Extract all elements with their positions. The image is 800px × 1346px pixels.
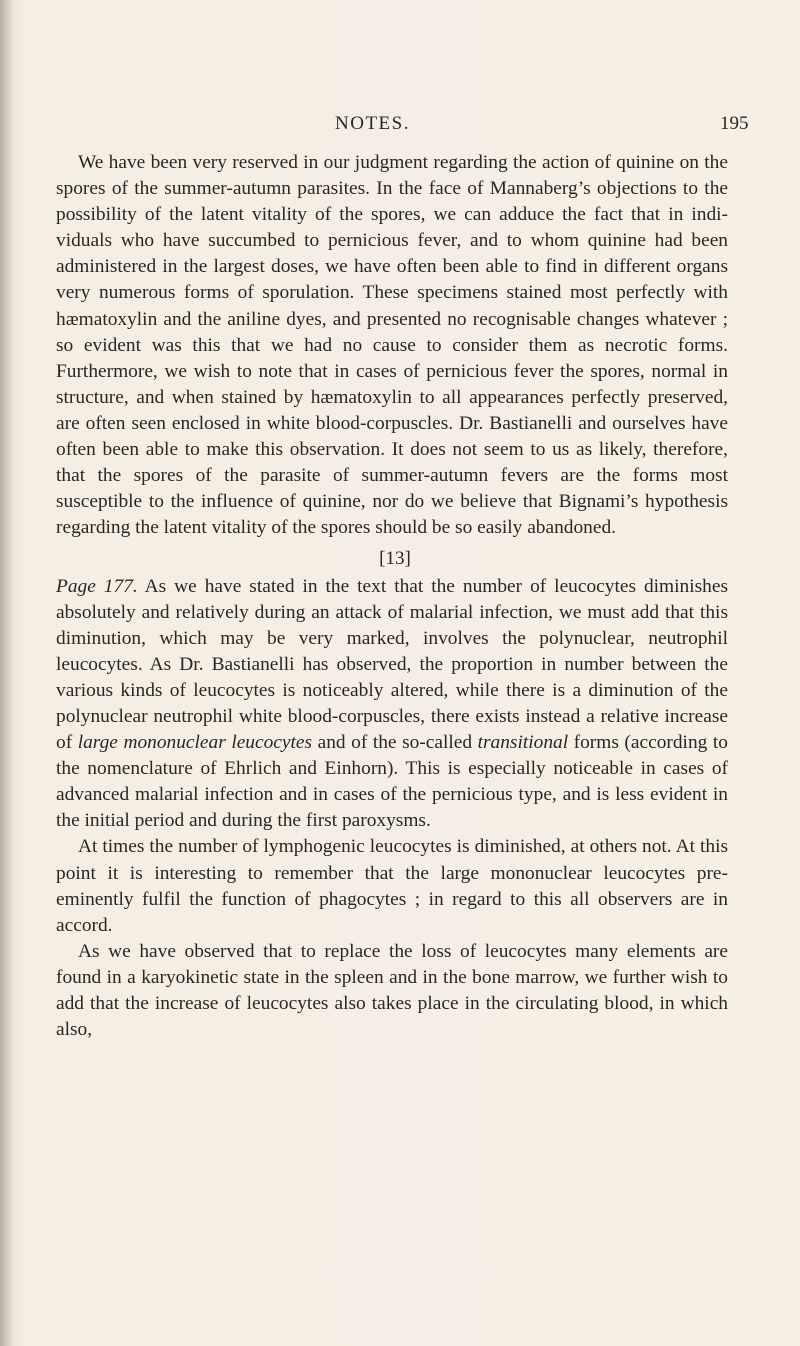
paragraph-quinine-spores: We have been very reserved in our judgment regarding the action of quinine on the spores of the summer-autumn parasites. In the face of Mannaberg’s objections to the possibility of the latent vitality of the spores, we can adduce the fact that in individuals who have succumbed to pernicious fever, and to whom quinine had been administered in the largest doses, we have often been able to find in different organs very numerous forms of sporulation. These specimens stained most perfectly with hæmatoxylin and the aniline dyes, and presented no recognisable changes whatever ; so evident was this that we had no cause to consider them as necrotic forms. Furthermore, we wish to note that in cases of pernicious fever the spores, normal in structure, and when stained by hæmatoxylin to all appearances perfectly preserved, are often seen enclosed in white blood-corpuscles. Dr. Bastianelli and ourselves have often been able to make this observation. It does not seem to us as likely, therefore, that the spores of the parasite of summer-autumn fevers are the forms most susceptible to the influence of quinine, nor do we believe that Bignami’s hypothesis regarding the latent vitality of the spores should be so easily abandoned. (56, 152, 728, 539)
italic-term-large-mononuclear: large mononuclear leucocytes (77, 732, 313, 754)
binding-gutter-shadow (0, 0, 14, 1346)
page-number: 195 (720, 113, 749, 134)
running-head (0, 113, 800, 143)
paragraph-leucocytes (56, 574, 728, 835)
paragraph-leucocytes-text-3: forms (according to the nomenclature of Ehrlich and Einhorn). This is especially noticeable in cases of advanced malarial infection and in cases of the pernicious type, and is less evident in the initial period and during the first paroxysms. (56, 732, 728, 832)
running-head-title: NOTES. (335, 113, 410, 134)
paragraph-lymphogenic: At times the number of lymphogenic leucocytes is diminished, at others not. At this point it is interesting to remember that the large mononuclear leucocytes pre-eminently fulfil the function of phagocytes ; in regard to this all observers are in accord. (56, 836, 728, 936)
paragraph-leucocytes-text-1: As we have stated in the text that the number of leucocytes diminishes absolutely and relatively during an attack of malarial infection, we must add that this diminution, which may be very marked, involves the polynuclear, neutrophil leucocytes. As Dr. Bastianelli has observed, the proportion in number between the various kinds of leucocytes is noticeably altered, while there is a diminution of the polynuclear neutrophil white blood-corpuscles, there exists instead a relative increase of (56, 575, 729, 754)
body-text (56, 150, 728, 1043)
note-number: [13] (379, 548, 411, 570)
paragraph-leucocytes-text-2: and of the so-called (312, 732, 478, 754)
paragraph-karyokinetic: As we have observed that to replace the loss of leucocytes many elements are found in a karyokinetic state in the spleen and in the bone marrow, we further wish to add that the increase of leucocytes also takes place in the circulating blood, in which also, (56, 940, 728, 1041)
page-reference: Page 177. (56, 575, 138, 597)
italic-term-transitional: transitional (477, 732, 569, 754)
